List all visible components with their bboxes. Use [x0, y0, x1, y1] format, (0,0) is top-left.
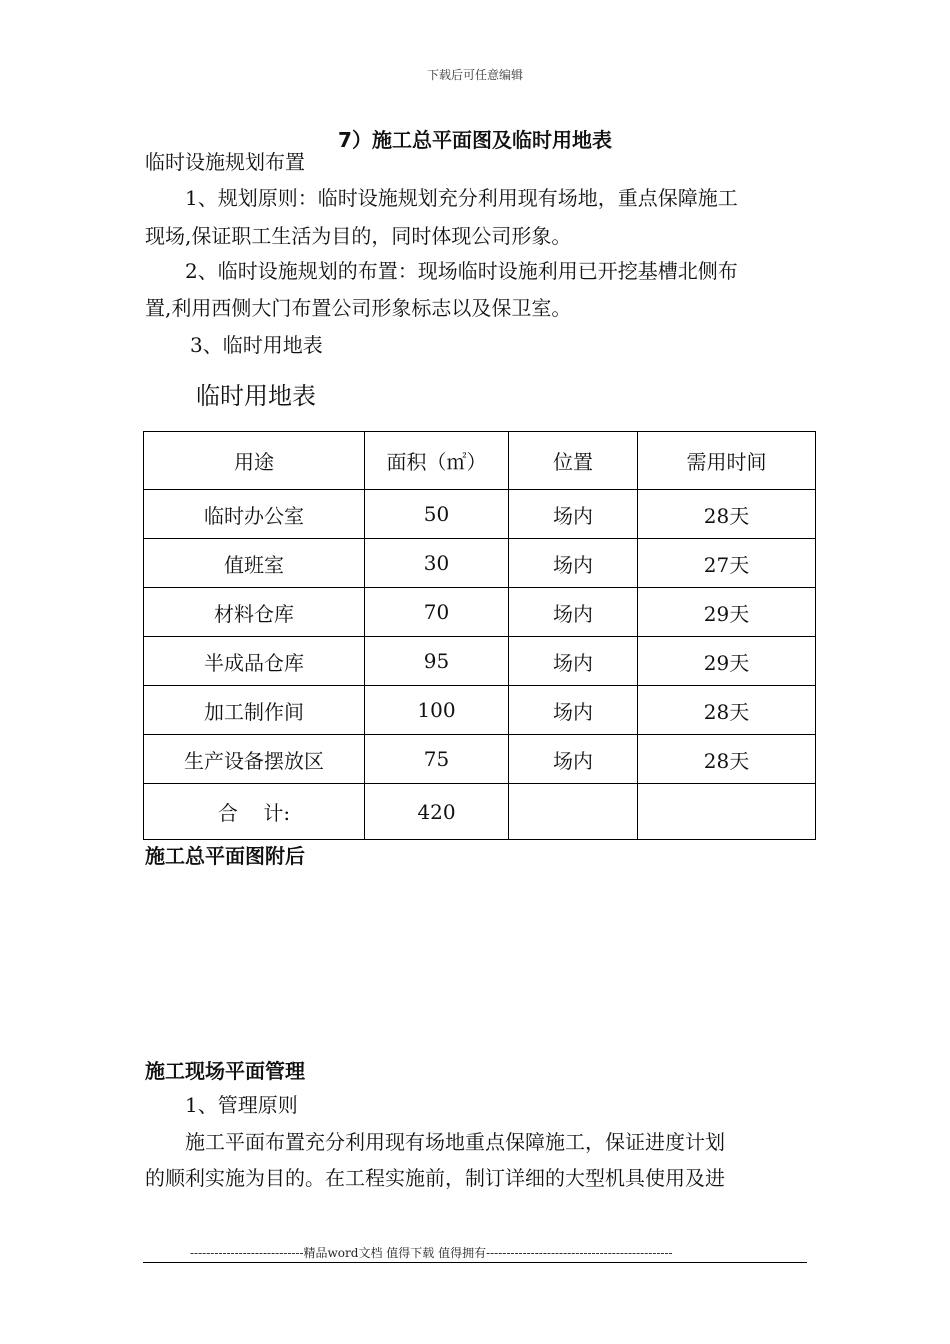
cell-duration: 28天	[638, 735, 816, 784]
header-duration: 需用时间	[638, 432, 816, 490]
cell-location: 场内	[509, 588, 638, 637]
table-row	[144, 588, 816, 637]
cell-purpose: 生产设备摆放区	[144, 735, 365, 784]
header-purpose: 用途	[144, 432, 365, 490]
table-row	[144, 637, 816, 686]
cell-location: 场内	[509, 637, 638, 686]
section-title: 7）施工总平面图及临时用地表	[338, 128, 612, 152]
cell-location: 场内	[509, 686, 638, 735]
paragraph-2-line-2: 置,利用西侧大门布置公司形象标志以及保卫室。	[145, 296, 572, 320]
cell-area: 95	[365, 637, 509, 686]
cell-area: 75	[365, 735, 509, 784]
total-label: 合 计:	[144, 784, 365, 840]
table-caption: 临时用地表	[196, 382, 316, 410]
footer-note: ----------------------------精品word文档 值得下载 值得拥有----------------------------------------------	[190, 1246, 673, 1260]
section-2-line-1: 施工平面布置充分利用现有场地重点保障施工，保证进度计划	[185, 1130, 725, 1154]
cell-location: 场内	[509, 490, 638, 539]
paragraph-1-line-2: 现场,保证职工生活为目的，同时体现公司形象。	[145, 224, 572, 248]
table-total-row	[144, 784, 816, 840]
paragraph-2-line-1: 2、临时设施规划的布置：现场临时设施利用已开挖基槽北侧布	[185, 259, 738, 283]
cell-purpose: 材料仓库	[144, 588, 365, 637]
cell-area: 30	[365, 539, 509, 588]
table-row	[144, 735, 816, 784]
table-row	[144, 490, 816, 539]
cell-duration: 28天	[638, 490, 816, 539]
section-2-item-1: 1、管理原则	[185, 1093, 298, 1117]
header-area: 面积（㎡）	[365, 432, 509, 490]
section-2-heading: 施工现场平面管理	[145, 1059, 305, 1083]
cell-duration: 27天	[638, 539, 816, 588]
header-note: 下载后可任意编辑	[426, 68, 523, 82]
table-row	[144, 539, 816, 588]
land-use-table	[143, 431, 816, 840]
paragraph-3: 3、临时用地表	[190, 333, 323, 357]
cell-location: 场内	[509, 735, 638, 784]
cell-location: 场内	[509, 539, 638, 588]
table-row	[144, 686, 816, 735]
subheading: 临时设施规划布置	[145, 150, 305, 174]
total-area: 420	[365, 784, 509, 840]
footer-rule	[143, 1262, 807, 1263]
cell-purpose: 值班室	[144, 539, 365, 588]
total-duration	[638, 784, 816, 840]
section-2-line-2: 的顺利实施为目的。在工程实施前，制订详细的大型机具使用及进	[145, 1166, 725, 1190]
cell-area: 50	[365, 490, 509, 539]
header-location: 位置	[509, 432, 638, 490]
cell-area: 100	[365, 686, 509, 735]
cell-duration: 29天	[638, 637, 816, 686]
cell-duration: 29天	[638, 588, 816, 637]
paragraph-1-line-1: 1、规划原则：临时设施规划充分利用现有场地，重点保障施工	[185, 186, 738, 210]
after-table-note: 施工总平面图附后	[145, 844, 305, 868]
cell-duration: 28天	[638, 686, 816, 735]
cell-area: 70	[365, 588, 509, 637]
cell-purpose: 半成品仓库	[144, 637, 365, 686]
cell-purpose: 临时办公室	[144, 490, 365, 539]
total-location	[509, 784, 638, 840]
cell-purpose: 加工制作间	[144, 686, 365, 735]
table-header-row	[144, 432, 816, 490]
